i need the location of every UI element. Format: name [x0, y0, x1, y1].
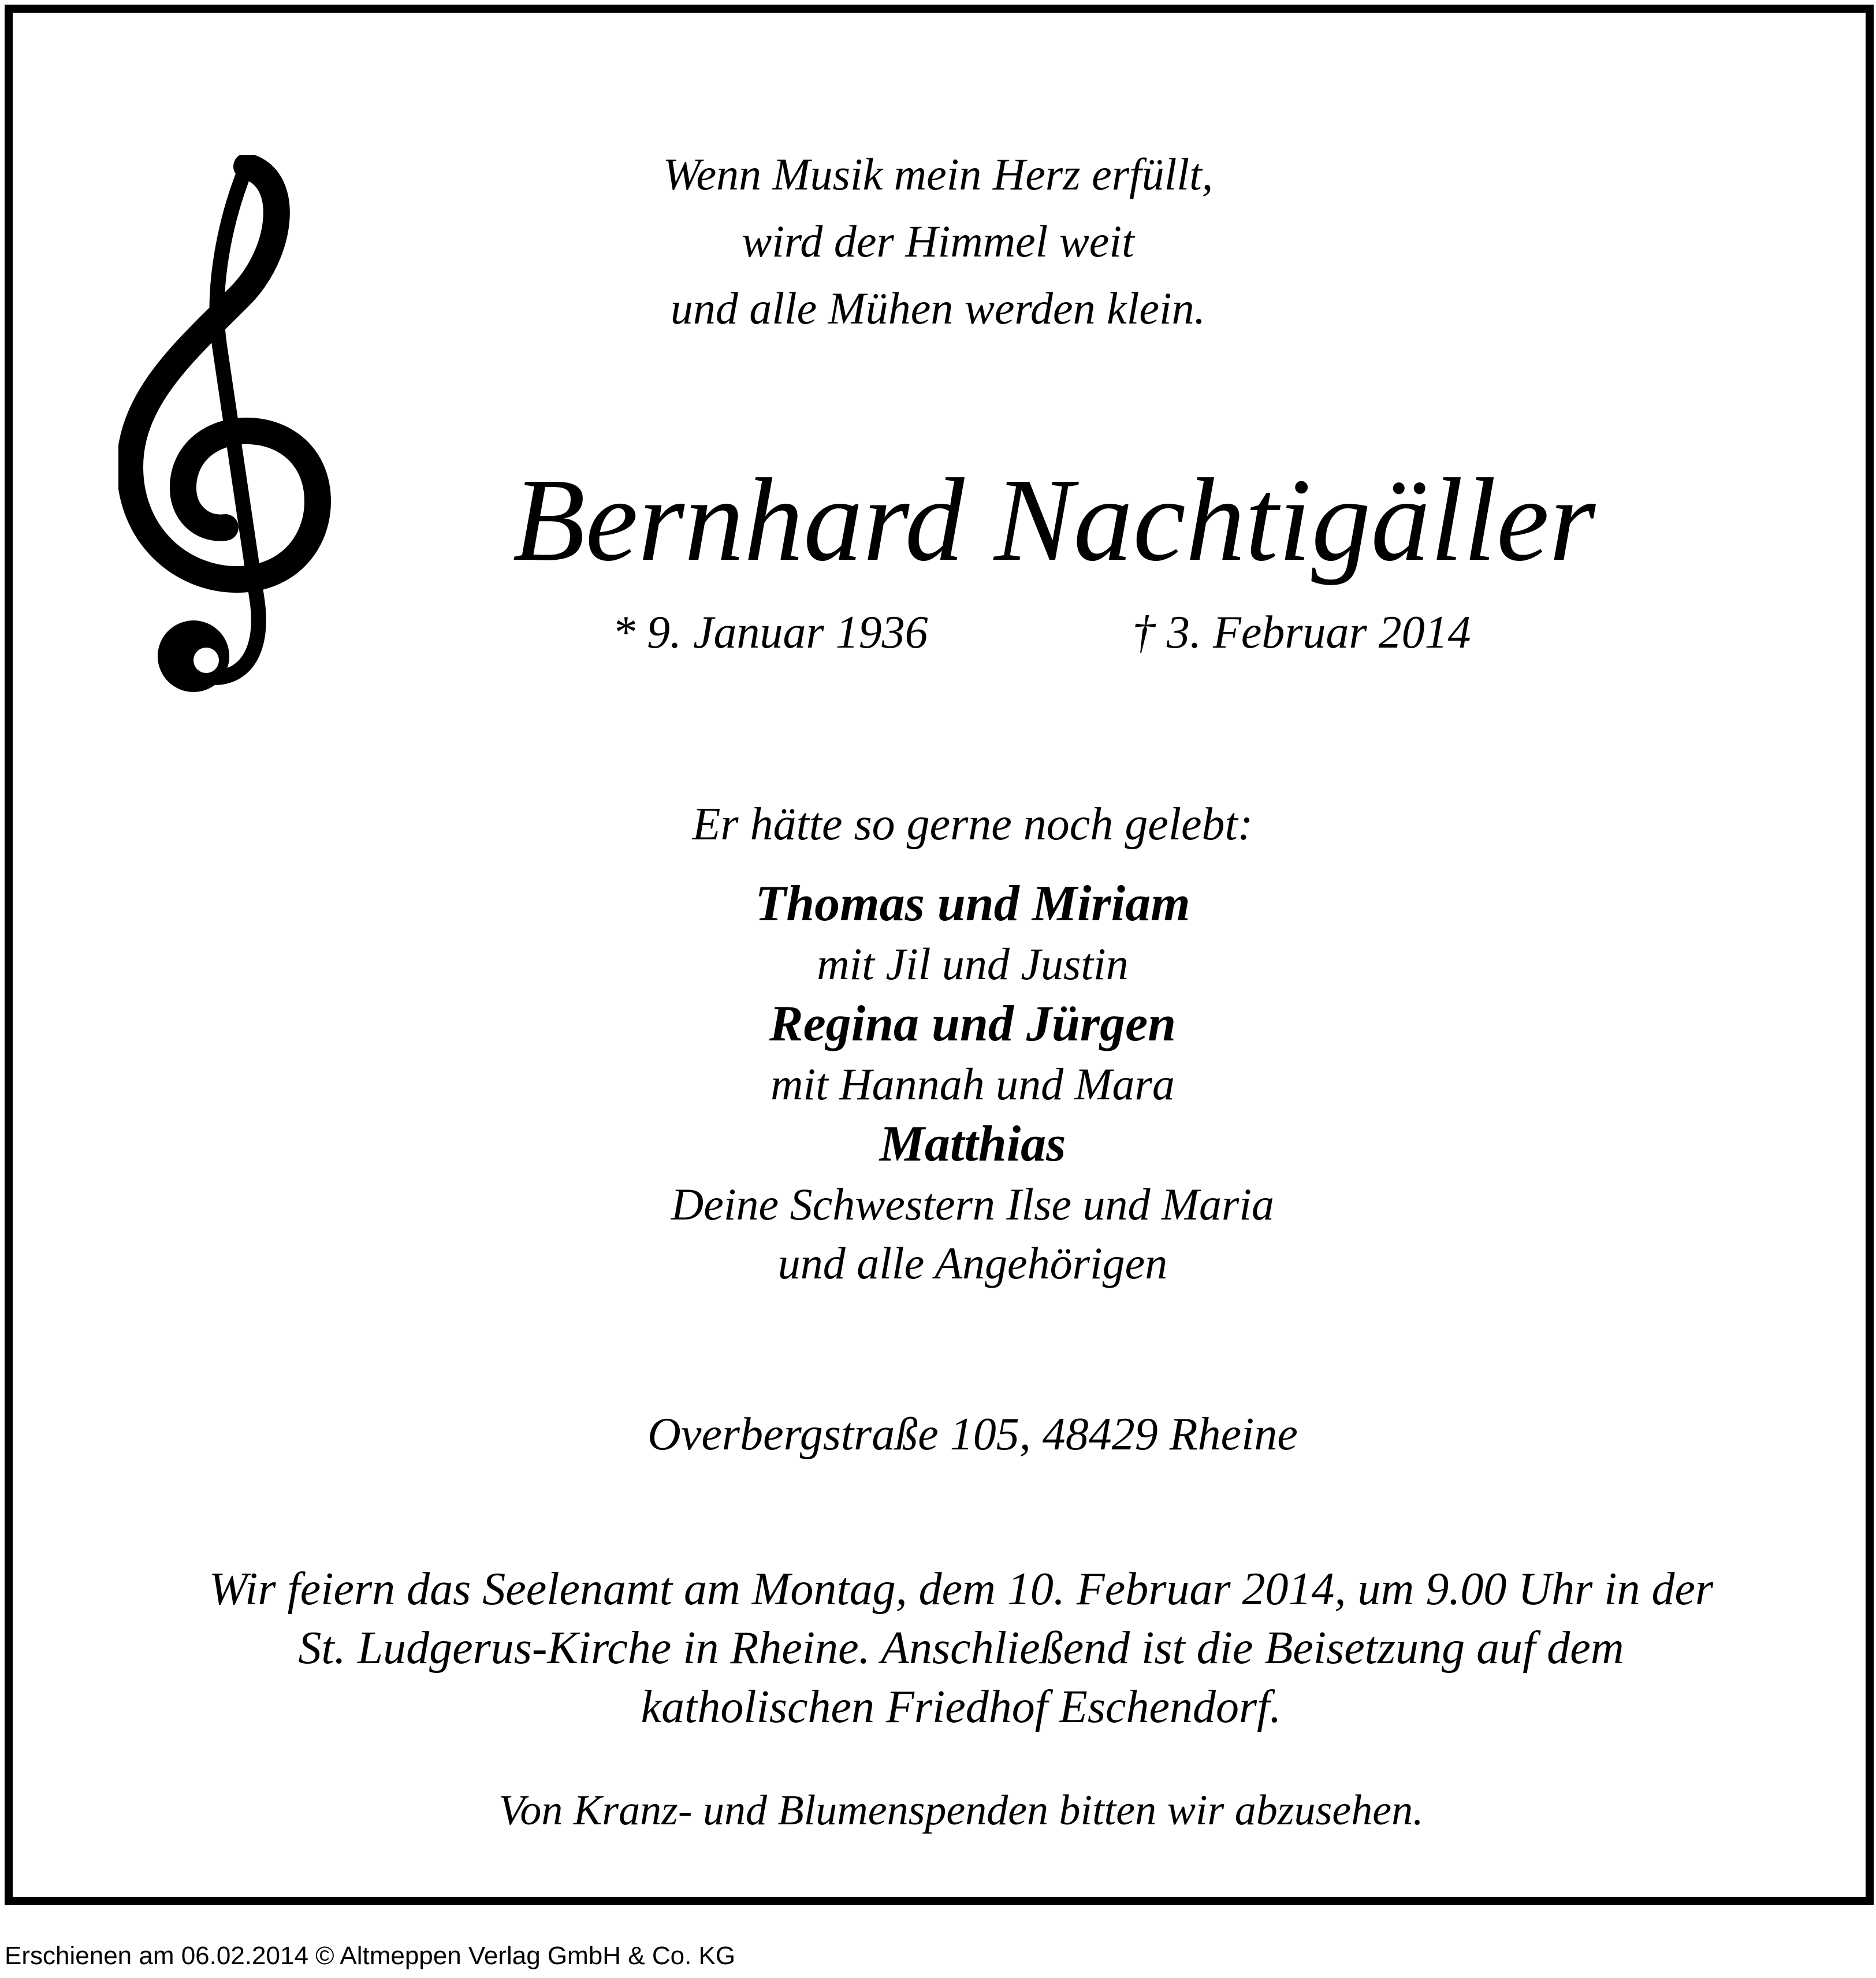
- address: Overbergstraße 105, 48429 Rheine: [647, 1409, 1298, 1460]
- service-line: Wir feiern das Seelenamt am Montag, dem 10. Februar 2014, um 9.00 Uhr in der: [209, 1564, 1714, 1615]
- family-sub: mit Jil und Justin: [817, 939, 1129, 989]
- family-name: Thomas und Miriam: [755, 876, 1190, 932]
- family-list: [0, 873, 1876, 1293]
- family-name: Matthias: [879, 1116, 1066, 1172]
- motto-line: Wenn Musik mein Herz erfüllt,: [662, 149, 1214, 199]
- family-sub: und alle Angehörigen: [777, 1238, 1168, 1288]
- family-name: Regina und Jürgen: [769, 996, 1177, 1052]
- deceased-name: Bernhard Nachtigäller: [512, 453, 1596, 586]
- family-sub: mit Hannah und Mara: [770, 1059, 1175, 1109]
- service-line: katholischen Friedhof Eschendorf.: [641, 1682, 1282, 1732]
- motto: [0, 141, 1876, 342]
- birth-date: * 9. Januar 1936: [612, 607, 928, 658]
- motto-line: wird der Himmel weit: [742, 216, 1134, 266]
- motto-line: und alle Mühen werden klein.: [670, 283, 1206, 333]
- death-date: † 3. Februar 2014: [1132, 607, 1471, 658]
- flower-request: Von Kranz- und Blumenspenden bitten wir abzusehen.: [498, 1787, 1424, 1834]
- publication-footer: Erschienen am 06.02.2014 © Altmeppen Verlag GmbH & Co. KG: [5, 1942, 736, 1970]
- intro-text: Er hätte so gerne noch gelebt:: [692, 799, 1253, 850]
- service-info: [0, 1560, 1876, 1737]
- service-line: St. Ludgerus-Kirche in Rheine. Anschließend ist die Beisetzung auf dem: [298, 1623, 1624, 1674]
- family-sub: Deine Schwestern Ilse und Maria: [671, 1179, 1275, 1229]
